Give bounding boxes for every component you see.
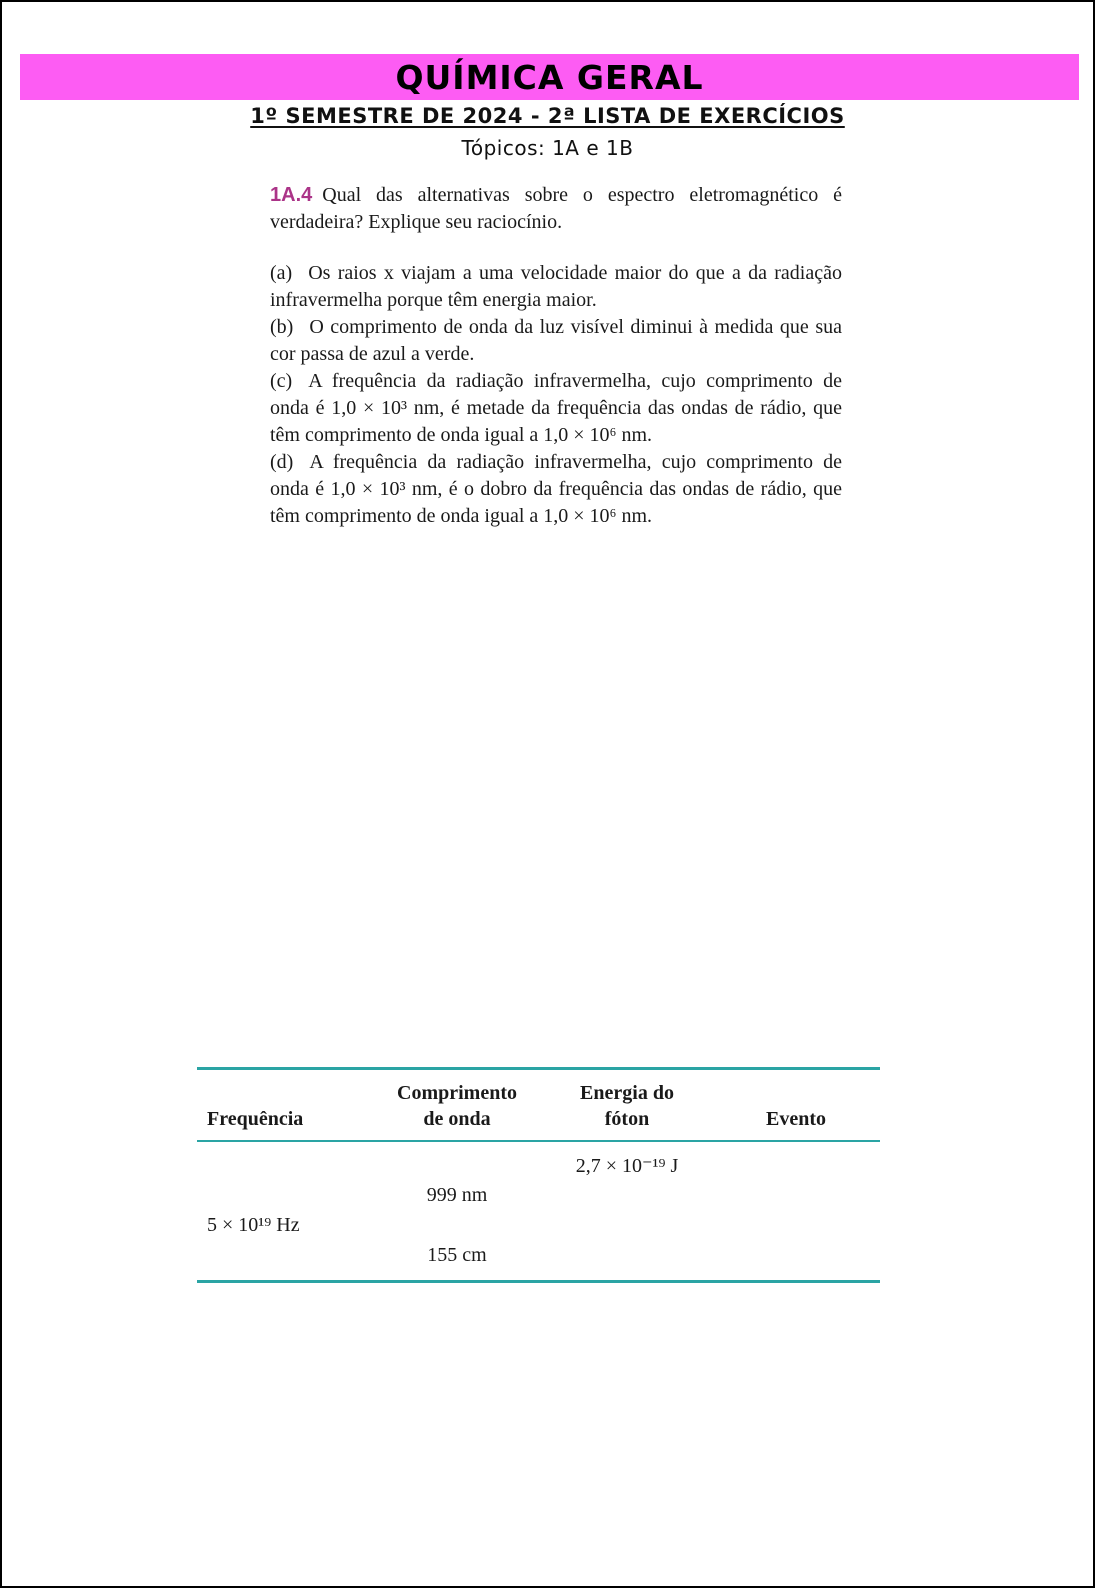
table-row [197, 1180, 880, 1210]
table-header-frequency: Frequência [207, 1108, 304, 1130]
option-c-text: A frequência da radiação infravermelha, cujo comprimento de onda é 1,0 × 10³ nm, é metade da frequência das ondas de rádio, que têm comprimento de onda igual a 1,0 × 10⁶ nm. [270, 370, 842, 446]
table-cell: 5 × 10¹⁹ Hz [207, 1213, 300, 1236]
table-row [197, 1210, 880, 1240]
table-header-event: Evento [766, 1108, 826, 1130]
subtitle: 1º SEMESTRE DE 2024 - 2ª LISTA DE EXERCÍCIOS [250, 104, 845, 128]
table-cell: 155 cm [427, 1243, 487, 1266]
option-c [270, 368, 842, 449]
data-table [197, 1067, 880, 1283]
table-cell: 2,7 × 10⁻¹⁹ J [575, 1154, 679, 1177]
table-header-photon-energy: Energia do fóton [580, 1082, 674, 1130]
topics-line: Tópicos: 1A e 1B [461, 136, 634, 160]
option-d [270, 449, 842, 530]
option-b [270, 314, 842, 368]
question-text [270, 182, 842, 236]
page-title: QUÍMICA GERAL [395, 57, 704, 97]
question-body: Qual das alternativas sobre o espectro eletromagnético é verdadeira? Explique seu raciocínio. [270, 184, 842, 233]
table-body [197, 1142, 880, 1283]
table-header-wavelength: Comprimento de onda [397, 1082, 517, 1130]
option-b-text: O comprimento de onda da luz visível diminui à medida que sua cor passa de azul a verde. [270, 316, 842, 365]
option-b-label: (b) [270, 316, 294, 338]
option-d-text: A frequência da radiação infravermelha, cujo comprimento de onda é 1,0 × 10³ nm, é o dobro da frequência das ondas de rádio, que têm comprimento de onda igual a 1,0 × 10⁶ nm. [270, 451, 842, 527]
table-row [197, 1240, 880, 1270]
option-a [270, 260, 842, 314]
question-number: 1A.4 [270, 184, 313, 206]
option-a-text: Os raios x viajam a uma velocidade maior do que a da radiação infravermelha porque têm energia maior. [270, 262, 842, 311]
question-block [270, 182, 842, 530]
option-d-label: (d) [270, 451, 294, 473]
option-a-label: (a) [270, 262, 293, 284]
table-cell: 999 nm [426, 1183, 488, 1206]
option-c-label: (c) [270, 370, 293, 392]
title-banner [20, 54, 1079, 100]
table-header-row [197, 1067, 880, 1142]
table-row [197, 1150, 880, 1180]
